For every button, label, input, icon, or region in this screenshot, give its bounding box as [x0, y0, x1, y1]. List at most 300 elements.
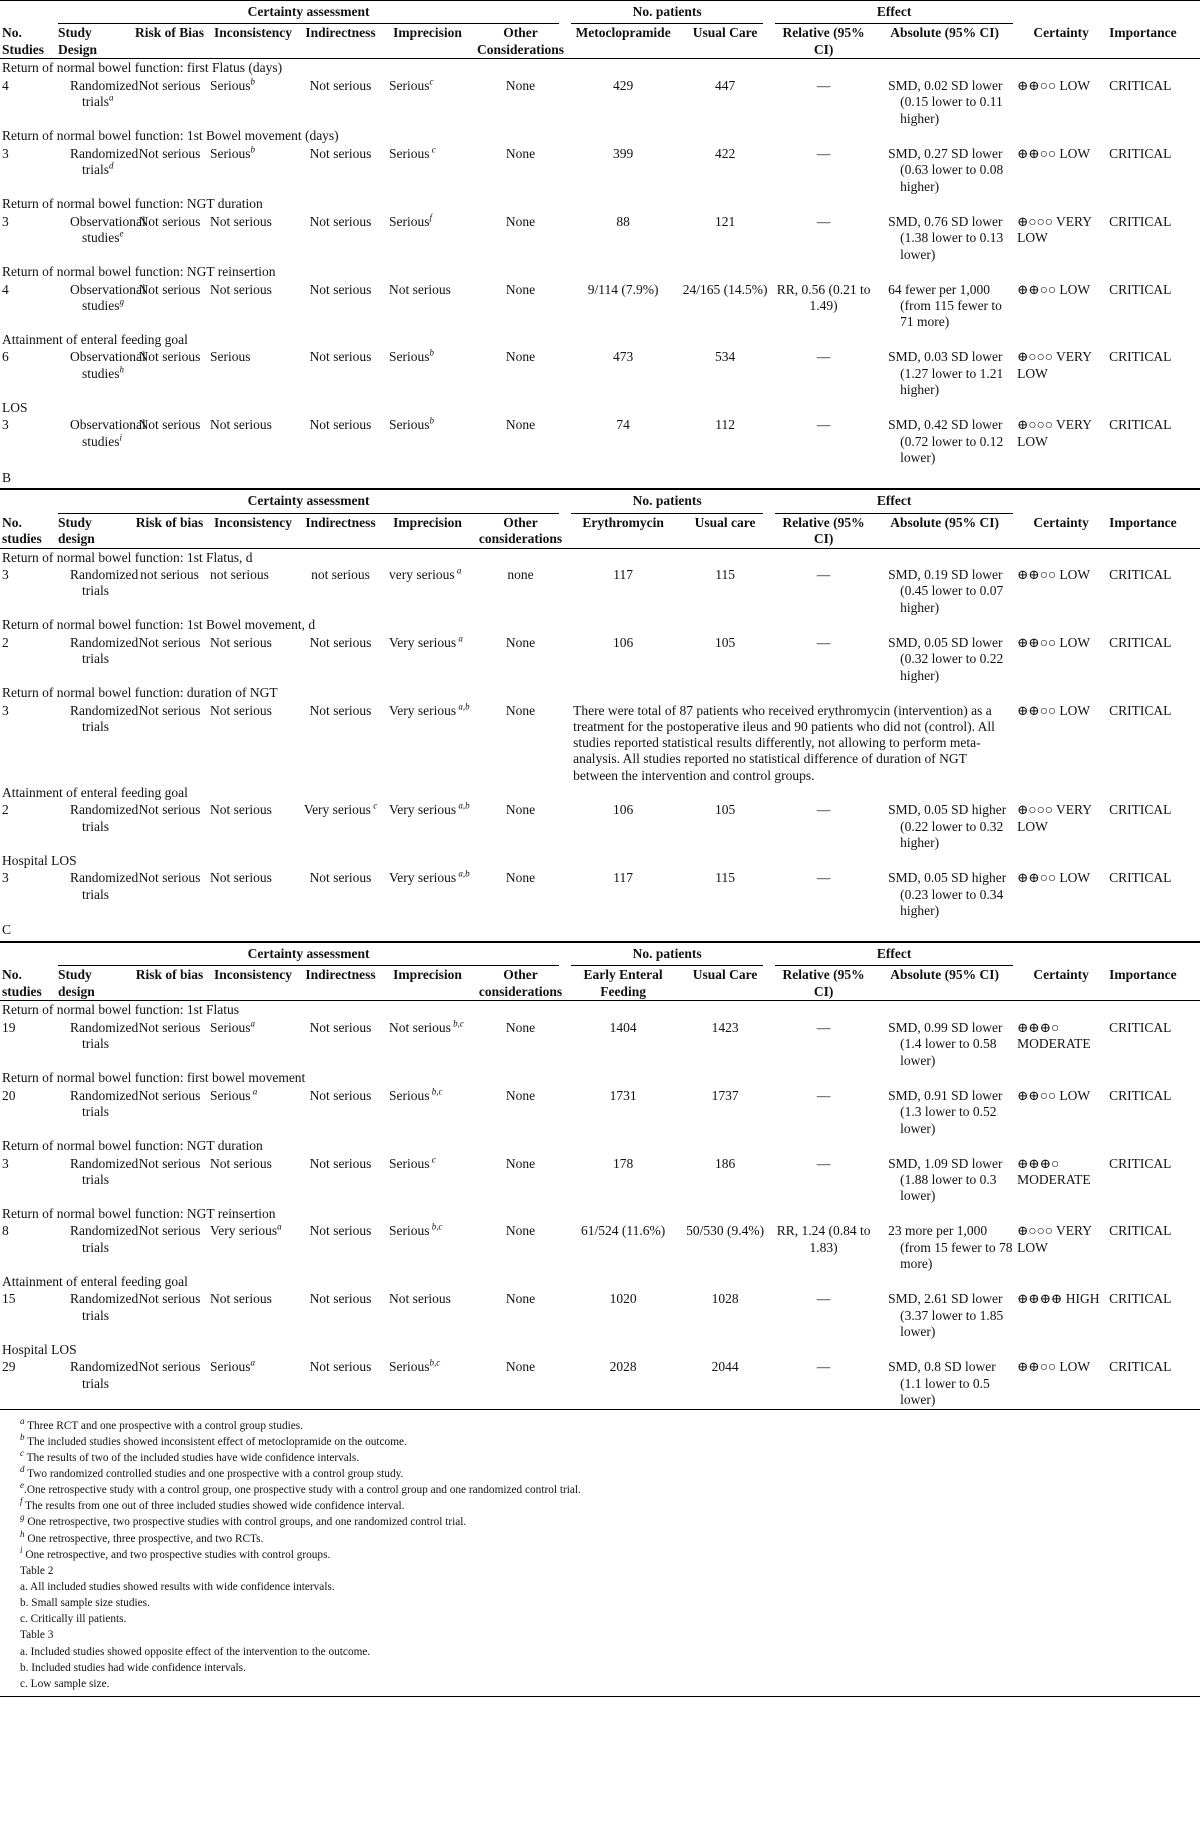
cell-inconsistency: [208, 145, 298, 195]
cell-relative-effect: —: [816, 634, 831, 650]
cell-risk-of-bias: [131, 1290, 208, 1340]
cell-no-studies: 6: [2, 349, 9, 365]
cell-indirectness: [298, 634, 383, 684]
table-row: [0, 1019, 1200, 1069]
cell-indirectness: [298, 566, 383, 616]
cell-certainty: ⊕⊕○○ LOW: [1017, 870, 1091, 886]
outcome-row: [0, 1341, 1200, 1358]
design-text: [70, 1359, 139, 1392]
design-text: [70, 213, 146, 247]
cell-group1-patients: 74: [616, 417, 630, 433]
cell-other-considerations: None: [505, 1223, 536, 1239]
outcome-label: Return of normal bowel function: NGT reinsertion: [2, 264, 276, 280]
cell-text: Not serious: [210, 417, 272, 433]
cell-absolute-effect: [874, 634, 1015, 684]
cell-certainty: ⊕○○○ VERY LOW: [1017, 417, 1092, 449]
cell-certainty: ⊕⊕⊕⊕ HIGH: [1017, 1291, 1100, 1307]
absolute-text: SMD, 0.05 SD higher (0.22 lower to 0.32 higher): [888, 802, 1007, 851]
cell-inconsistency: [208, 1155, 298, 1205]
cell-indirectness: [298, 145, 383, 195]
cell-text: Not serious: [138, 213, 201, 229]
cell-group1-patients: 178: [612, 1155, 634, 1171]
col-risk-of-bias: Risk of Bias: [134, 25, 205, 41]
outcome-label: Return of normal bowel function: 1st Flatus, d: [2, 549, 253, 565]
grade-table: [0, 488, 1200, 919]
cell-imprecision: [383, 1290, 472, 1340]
absolute-text: SMD, 0.05 SD higher (0.23 lower to 0.34 higher): [888, 870, 1007, 918]
cell-inconsistency: [208, 77, 298, 127]
cell-text: Observational studies: [70, 281, 146, 313]
cell-no-studies: 3: [2, 213, 9, 229]
group-spacer: [0, 489, 56, 513]
cell-indirectness: [298, 348, 383, 398]
table-row: [0, 1290, 1200, 1340]
design-text: [70, 145, 139, 179]
cell-group1-patients: 117: [613, 567, 633, 582]
cell-study-design: [56, 1358, 139, 1408]
cell-indirectness: [298, 1358, 383, 1408]
cell-text: Serious: [210, 349, 251, 365]
cell-narrative-summary: [569, 702, 1015, 784]
footnote-marker: a: [456, 633, 463, 644]
cell-absolute-effect: [874, 1155, 1015, 1205]
col-other-considerations: Other Considerations: [477, 25, 565, 57]
cell-text: Serious: [389, 1359, 430, 1375]
col-study-design: Study design: [58, 514, 95, 547]
cell-certainty: ⊕○○○ VERY LOW: [1017, 349, 1092, 381]
cell-group1-patients: 117: [613, 870, 633, 886]
design-text: [70, 1223, 139, 1256]
cell-importance: CRITICAL: [1109, 702, 1172, 718]
cell-imprecision: [383, 145, 472, 195]
cell-text: Observational studies: [70, 213, 146, 246]
narrative-text: There were total of 87 patients who received erythromycin (intervention) as a treatment for the postoperative ileus and 90 patients who did not (control). All studies reported statistical results differently, not allowing to perform meta-analysis. All studies reported no statistical difference of duration of NGT between the intervention and control groups.: [573, 702, 995, 783]
table-row: [0, 348, 1200, 398]
design-text: [70, 1087, 139, 1121]
cell-text: Not serious: [138, 1019, 201, 1035]
cell-study-design: [56, 801, 139, 851]
footnote-text: One retrospective, two prospective studies with control groups, and one randomized control trial.: [24, 1516, 467, 1529]
cell-text: Serious: [210, 1087, 251, 1103]
cell-text: Not serious: [309, 1155, 372, 1171]
cell-indirectness: [298, 869, 383, 919]
cell-risk-of-bias: [131, 1087, 208, 1137]
group-effect: [773, 942, 1015, 966]
outcome-row: [0, 331, 1200, 348]
outcome-label: Attainment of enteral feeding goal: [2, 1273, 188, 1289]
cell-group1-patients: 1404: [609, 1019, 637, 1035]
absolute-text: SMD, 0.05 SD lower (0.32 lower to 0.22 higher): [888, 634, 1004, 683]
cell-certainty: ⊕⊕○○ LOW: [1017, 77, 1091, 93]
cell-inconsistency: [208, 869, 298, 919]
footnote-marker: b: [429, 415, 434, 426]
cell-group1-patients: 1020: [609, 1291, 637, 1307]
table-row: [0, 1155, 1200, 1205]
cell-text: Not serious: [309, 1359, 372, 1375]
cell-risk-of-bias: [131, 416, 208, 466]
footnote-text: One retrospective, and two prospective studies with control groups.: [22, 1548, 331, 1561]
footnote: [20, 1544, 1200, 1563]
cell-risk-of-bias: [131, 634, 208, 684]
table-row: [0, 634, 1200, 684]
cell-absolute-effect: [874, 801, 1015, 851]
footnote: [20, 1450, 1200, 1466]
footnote-marker: f: [429, 212, 433, 223]
cell-text: very serious: [389, 567, 455, 582]
cell-importance: CRITICAL: [1109, 213, 1172, 229]
cell-no-studies: 2: [2, 802, 9, 818]
cell-inconsistency: [208, 1087, 298, 1137]
cell-relative-effect: —: [816, 145, 831, 161]
cell-inconsistency: [208, 348, 298, 398]
cell-risk-of-bias: [131, 1019, 208, 1069]
col-inconsistency: Inconsistency: [213, 25, 292, 41]
cell-certainty: ⊕⊕○○ LOW: [1017, 145, 1091, 161]
design-text: [70, 567, 139, 600]
outcome-row: [0, 1273, 1200, 1290]
outcome-row: [0, 1069, 1200, 1086]
cell-imprecision: [383, 634, 472, 684]
outcome-label: Return of normal bowel function: NGT duration: [2, 196, 263, 212]
cell-imprecision: [383, 1155, 472, 1205]
cell-inconsistency: [208, 634, 298, 684]
footnote-marker: g: [20, 1512, 25, 1523]
cell-usual-care-patients: 115: [715, 567, 735, 582]
cell-text: Not serious: [138, 870, 201, 886]
design-text: [70, 417, 146, 450]
cell-usual-care-patients: 105: [714, 634, 736, 650]
cell-imprecision: [383, 213, 472, 263]
outcome-label: Return of normal bowel function: NGT duration: [2, 1138, 263, 1154]
cell-usual-care-patients: 1737: [711, 1087, 739, 1103]
column-header-row: [0, 966, 1200, 1000]
footnote-marker: b,c: [429, 1086, 443, 1097]
cell-text: Not serious: [210, 702, 272, 718]
cell-importance: CRITICAL: [1109, 417, 1172, 433]
cell-text: Observational studies: [70, 417, 146, 449]
footnote-marker: h: [20, 1528, 25, 1539]
cell-usual-care-patients: 24/165 (14.5%): [682, 281, 768, 297]
outcome-row: [0, 548, 1200, 566]
cell-risk-of-bias: [131, 281, 208, 331]
cell-importance: CRITICAL: [1109, 77, 1172, 93]
cell-text: Randomized trials: [70, 870, 139, 902]
cell-group1-patients: 473: [612, 349, 634, 365]
footnote-text: Two randomized controlled studies and one prospective with a control group study.: [24, 1467, 404, 1480]
cell-text: Not serious: [138, 1359, 201, 1375]
cell-group1-patients: 9/114 (7.9%): [587, 281, 659, 297]
col-risk-of-bias: Risk of bias: [135, 514, 204, 530]
footnote-text: .One retrospective study with a control group, one prospective study with a control group and one randomized control trial.: [24, 1484, 581, 1497]
cell-text: not serious: [140, 567, 199, 582]
cell-text: Randomized trials: [70, 1087, 139, 1120]
cell-absolute-effect: [874, 1290, 1015, 1340]
table-row: [0, 566, 1200, 616]
outcome-row: [0, 684, 1200, 701]
absolute-text: SMD, 0.02 SD lower (0.15 lower to 0.11 higher): [888, 77, 1003, 126]
cell-relative-effect: —: [816, 567, 831, 582]
cell-imprecision: [383, 869, 472, 919]
outcome-label: Return of normal bowel function: 1st Flatus: [2, 1002, 239, 1018]
outcome-label: Return of normal bowel function: duration of NGT: [2, 685, 278, 701]
cell-absolute-effect: [874, 1358, 1015, 1408]
cell-text: Not serious: [389, 1019, 451, 1035]
cell-text: Randomized trials: [70, 1155, 139, 1187]
cell-imprecision: [383, 416, 472, 466]
column-header-row: [0, 24, 1200, 58]
cell-text: Not serious: [309, 281, 372, 297]
cell-other-considerations: None: [505, 1291, 536, 1307]
col-indirectness: Indirectness: [305, 967, 376, 983]
footnote-marker: b,c: [429, 1221, 443, 1232]
design-text: [70, 634, 139, 668]
group-spacer: [1015, 489, 1107, 513]
cell-text: Serious: [389, 349, 430, 365]
outcome-label: Hospital LOS: [2, 852, 77, 868]
footnote-marker: b,c: [450, 1018, 464, 1029]
cell-text: Randomized trials: [70, 802, 139, 834]
cell-text: Randomized trials: [70, 1223, 139, 1255]
cell-text: Not serious: [138, 1087, 201, 1103]
cell-imprecision: [383, 1087, 472, 1137]
col-study-design: Study Design: [58, 25, 98, 57]
group-no-patients: [569, 942, 773, 966]
footnote-marker: a: [250, 1357, 255, 1368]
note-item: a. Included studies showed opposite effect of the intervention to the outcome.: [20, 1645, 371, 1658]
cell-text: Not serious: [210, 870, 272, 886]
cell-inconsistency: [208, 566, 298, 616]
design-text: [70, 702, 139, 736]
cell-inconsistency: [208, 213, 298, 263]
col-other-considerations: Other considerations: [478, 967, 563, 999]
cell-text: Serious: [389, 213, 430, 229]
footnote: [20, 1431, 1200, 1450]
design-text: [70, 1019, 139, 1053]
outcome-label: Attainment of enteral feeding goal: [2, 331, 188, 347]
cell-no-studies: 4: [2, 77, 9, 93]
outcome-row: [0, 127, 1200, 144]
group-label: Effect: [775, 944, 1013, 966]
grade-table: [0, 0, 1200, 467]
cell-other-considerations: None: [505, 77, 536, 93]
cell-relative-effect: RR, 1.24 (0.84 to 1.83): [776, 1223, 871, 1255]
cell-text: Very serious: [389, 870, 457, 886]
cell-text: Not serious: [309, 417, 372, 433]
cell-text: not serious: [311, 567, 370, 582]
cell-relative-effect: RR, 0.56 (0.21 to 1.49): [776, 281, 871, 313]
cell-text: Not serious: [138, 145, 201, 161]
cell-usual-care-patients: 534: [714, 349, 736, 365]
group-label: No. patients: [571, 2, 763, 24]
cell-other-considerations: None: [505, 349, 536, 365]
footnote-marker: b,c: [429, 1357, 441, 1368]
cell-text: Very serious: [389, 702, 457, 718]
footnote: [20, 1415, 1200, 1434]
cell-imprecision: [383, 348, 472, 398]
col-certainty: Certainty: [1033, 967, 1089, 983]
cell-study-design: [56, 77, 139, 127]
cell-text: Randomized trials: [70, 567, 139, 599]
cell-other-considerations: None: [505, 417, 536, 433]
outcome-label: Return of normal bowel function: NGT reinsertion: [2, 1205, 276, 1221]
cell-inconsistency: [208, 1290, 298, 1340]
cell-certainty: ⊕⊕○○ LOW: [1017, 1359, 1091, 1375]
outcome-row: [0, 1137, 1200, 1154]
cell-relative-effect: —: [816, 870, 831, 886]
cell-text: Not serious: [138, 77, 201, 93]
cell-group1-patients: 2028: [609, 1359, 637, 1375]
cell-text: Not serious: [138, 802, 201, 818]
cell-text: Not serious: [309, 1019, 372, 1035]
cell-certainty: ⊕⊕○○ LOW: [1017, 281, 1091, 297]
table-row: [0, 1087, 1200, 1137]
design-text: [70, 1155, 139, 1189]
cell-certainty: ⊕⊕⊕○ MODERATE: [1017, 1019, 1091, 1052]
bottom-rule: [0, 1696, 1200, 1697]
footnote-marker: c: [429, 76, 434, 87]
cell-text: Not serious: [309, 77, 372, 93]
cell-text: Not serious: [210, 802, 272, 818]
cell-no-studies: 2: [2, 634, 9, 650]
cell-other-considerations: None: [505, 634, 536, 650]
footnote-marker: a: [454, 565, 462, 576]
table-row: [0, 77, 1200, 127]
cell-absolute-effect: [874, 213, 1015, 263]
cell-usual-care-patients: 50/530 (9.4%): [686, 1223, 765, 1239]
group-header-row: [0, 942, 1200, 966]
cell-relative-effect: —: [816, 1291, 831, 1307]
design-text: [70, 77, 139, 111]
cell-study-design: [56, 213, 146, 263]
outcome-label: Attainment of enteral feeding goal: [2, 784, 188, 800]
cell-absolute-effect: [874, 1019, 1015, 1069]
cell-other-considerations: None: [505, 145, 536, 161]
cell-study-design: [56, 869, 139, 919]
footnote-marker: d: [20, 1464, 25, 1475]
design-text: [70, 349, 146, 382]
outcome-row: [0, 195, 1200, 212]
notes-table2-title: Table 2: [20, 1564, 54, 1577]
footnote-marker: a: [277, 1221, 282, 1232]
cell-absolute-effect: [874, 566, 1015, 616]
footnote: [20, 1498, 1200, 1514]
table-row: [0, 702, 1200, 784]
footnote-marker: h: [119, 364, 125, 375]
cell-indirectness: [298, 801, 383, 851]
cell-text: Randomized trials: [70, 1019, 139, 1052]
group-spacer: [0, 942, 56, 966]
absolute-text: SMD, 0.03 SD lower (1.27 lower to 1.21 higher): [888, 349, 1004, 398]
group-no-patients: [569, 1, 773, 25]
cell-imprecision: [383, 1358, 472, 1408]
cell-importance: CRITICAL: [1109, 567, 1172, 582]
col-no-studies: No. Studies: [2, 25, 45, 57]
design-text: [70, 1291, 139, 1324]
footnote-marker: a: [20, 1415, 25, 1426]
absolute-text: SMD, 0.8 SD lower (1.1 lower to 0.5 lower): [888, 1359, 996, 1408]
cell-text: Randomized trials: [70, 634, 139, 667]
cell-group1-patients: 106: [612, 802, 634, 818]
footnote-marker: e: [119, 228, 124, 239]
group-certainty-assessment: [56, 942, 569, 966]
cell-text: Not serious: [309, 349, 372, 365]
cell-text: Not serious: [138, 634, 201, 650]
cell-text: Serious: [210, 77, 251, 93]
note-item: c. Low sample size.: [20, 1677, 110, 1690]
group-spacer: [1107, 489, 1200, 513]
cell-text: Serious: [210, 1019, 251, 1035]
cell-indirectness: [298, 1222, 383, 1272]
cell-imprecision: [383, 281, 472, 331]
cell-text: Serious: [389, 1223, 430, 1239]
col-certainty: Certainty: [1033, 25, 1089, 41]
cell-relative-effect: —: [816, 417, 831, 433]
cell-risk-of-bias: [131, 566, 208, 616]
cell-risk-of-bias: [131, 1222, 208, 1272]
cell-absolute-effect: [874, 1087, 1015, 1137]
footnote-text: Three RCT and one prospective with a control group studies.: [24, 1419, 303, 1432]
cell-text: Not serious: [309, 1223, 372, 1239]
cell-absolute-effect: [874, 348, 1015, 398]
cell-imprecision: [383, 1019, 472, 1069]
cell-indirectness: [298, 702, 383, 784]
cell-risk-of-bias: [131, 801, 208, 851]
cell-study-design: [56, 1019, 139, 1069]
footnote-marker: a: [109, 92, 114, 103]
cell-text: Very serious: [389, 802, 457, 818]
group-label: Effect: [775, 491, 1013, 513]
cell-importance: CRITICAL: [1109, 1019, 1172, 1035]
cell-absolute-effect: [874, 869, 1015, 919]
cell-study-design: [56, 566, 139, 616]
cell-no-studies: 3: [2, 1155, 9, 1171]
cell-text: Not serious: [138, 1155, 201, 1171]
cell-no-studies: 20: [2, 1087, 16, 1103]
cell-inconsistency: [208, 801, 298, 851]
col-indirectness: Indirectness: [305, 25, 376, 41]
notes-table3-title: Table 3: [20, 1629, 54, 1642]
cell-certainty: ⊕○○○ VERY LOW: [1017, 1223, 1092, 1255]
col-indirectness: Indirectness: [305, 514, 376, 530]
cell-usual-care-patients: 115: [715, 870, 735, 886]
col-group1: Erythromycin: [582, 514, 664, 530]
col-relative: Relative (95% CI): [782, 514, 865, 547]
footnote-marker: a,b: [456, 701, 470, 712]
cell-study-design: [56, 1222, 139, 1272]
cell-text: Randomized trials: [70, 77, 139, 110]
absolute-text: SMD, 0.76 SD lower (1.38 lower to 0.13 lower): [888, 213, 1004, 262]
outcome-row: [0, 852, 1200, 869]
cell-usual-care-patients: 447: [714, 77, 736, 93]
cell-text: Not serious: [210, 634, 272, 650]
cell-indirectness: [298, 1290, 383, 1340]
outcome-row: [0, 263, 1200, 280]
cell-risk-of-bias: [131, 702, 208, 784]
absolute-text: SMD, 1.09 SD lower (1.88 lower to 0.3 lower): [888, 1155, 1003, 1204]
grade-table: [0, 941, 1200, 1409]
cell-other-considerations: None: [505, 802, 536, 818]
col-risk-of-bias: Risk of bias: [135, 967, 204, 983]
cell-study-design: [56, 416, 146, 466]
footnotes: [0, 1409, 1200, 1696]
cell-text: Not serious: [309, 634, 372, 650]
group-header-row: [0, 489, 1200, 513]
cell-usual-care-patients: 121: [714, 213, 736, 229]
cell-other-considerations: None: [505, 213, 536, 229]
group-spacer: [1107, 942, 1200, 966]
cell-relative-effect: —: [816, 349, 831, 365]
cell-importance: CRITICAL: [1109, 802, 1172, 818]
